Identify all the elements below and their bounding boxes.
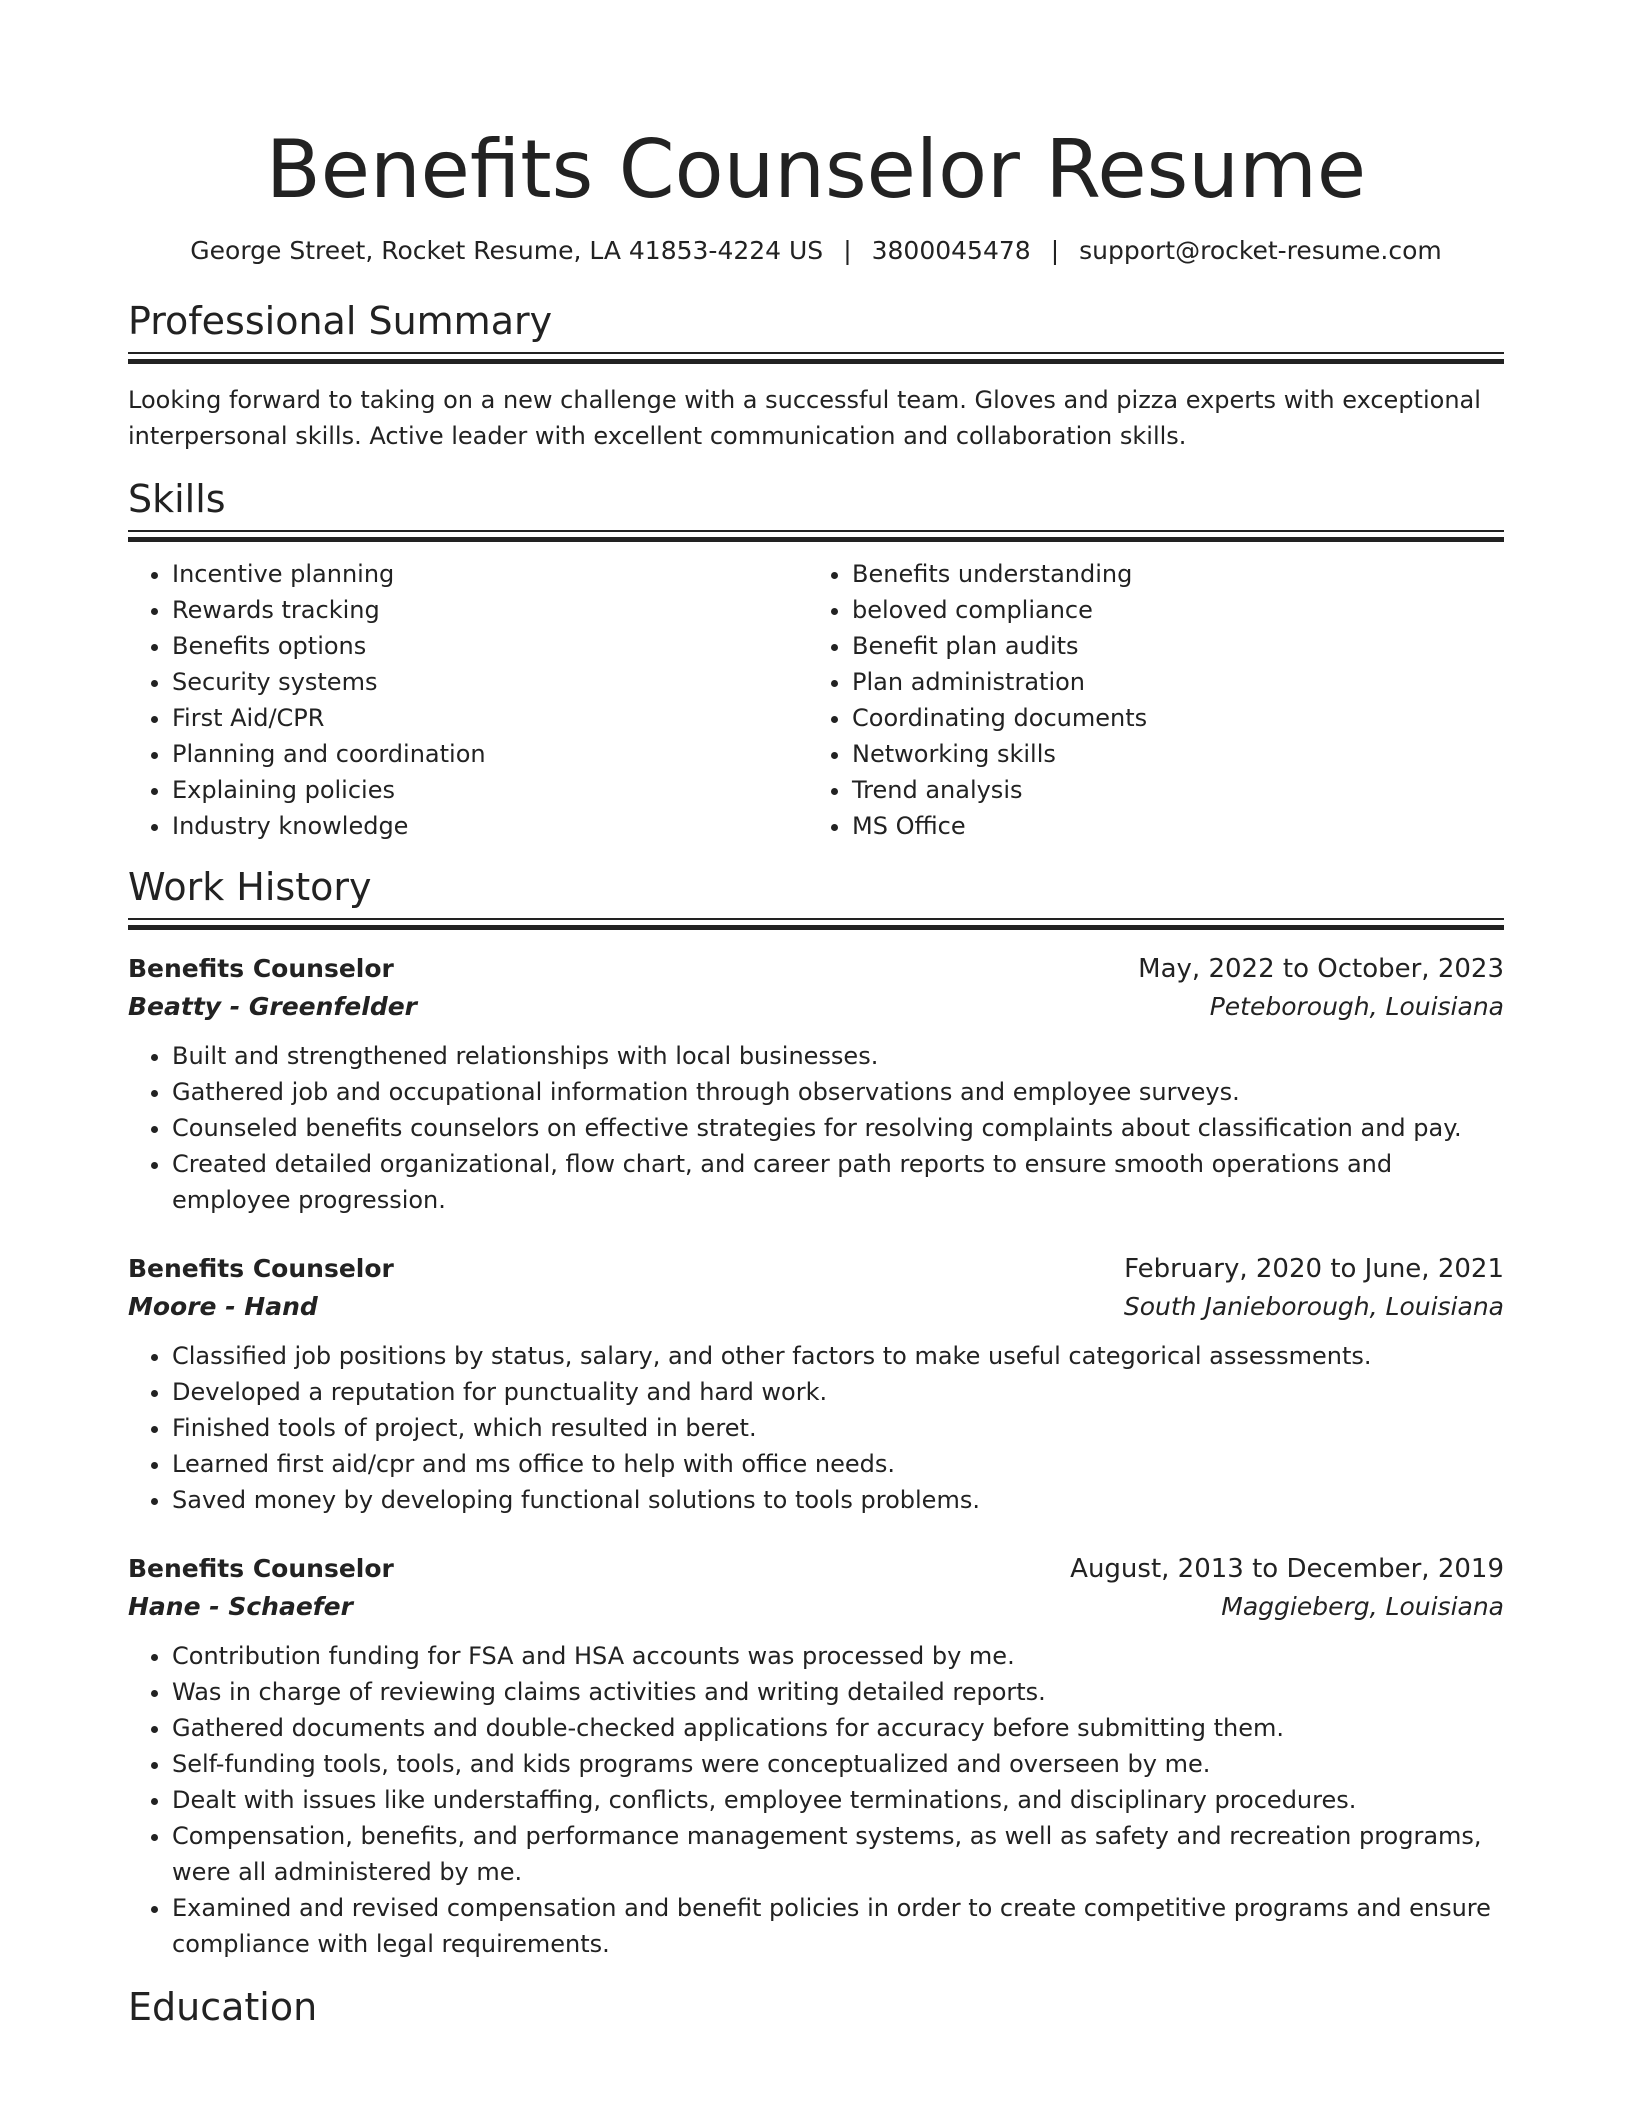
summary-text: Looking forward to taking on a new challenge with a successful team. Gloves and pizza experts with exceptional interpersonal skills. Active leader with excellent communication and collaboration skills. [128,386,1481,450]
list-item: • Was in charge of reviewing claims activities and writing detailed reports. [172,1674,1504,1710]
list-item: • Finished tools of project, which resulted in beret. [172,1410,1504,1446]
skills-list-left [128,556,808,844]
resume-title: Benefits Counselor Resume [265,123,1367,216]
contact-separator: | [1050,236,1060,265]
job-company-row [128,1588,1504,1626]
job-title: Benefits Counselor [128,1554,394,1583]
list-item: • Saved money by developing functional solutions to tools problems. [172,1482,1504,1518]
list-item: • Developed a reputation for punctuality and hard work. [172,1374,1504,1410]
list-item: • Incentive planning [172,556,808,592]
contact-separator: | [843,236,852,265]
summary-heading: Professional Summary [128,299,553,343]
job-bullets [128,1038,1504,1218]
list-item: • Rewards tracking [172,592,808,628]
skills-list-right [808,556,1488,844]
job-dates: February, 2020 to June, 2021 [1124,1254,1504,1284]
list-item: • Examined and revised compensation and benefit policies in order to create competitive programs and ensure compliance with legal requirements. [172,1890,1504,1962]
job-bullets [128,1338,1504,1518]
job-company-row [128,1288,1504,1326]
skills-column-right [808,556,1488,844]
section-divider [128,352,1504,364]
list-item: • Explaining policies [172,772,808,808]
list-item: • beloved compliance [852,592,1488,628]
work-heading: Work History [128,865,372,909]
education-section [128,1984,1504,2030]
job-company: Hane - Schaefer [128,1592,353,1621]
skills-section [128,476,1504,844]
list-item: • Self-funding tools, tools, and kids programs were conceptualized and overseen by me. [172,1746,1504,1782]
job-entry [128,1550,1504,1962]
job-bullets [128,1638,1504,1962]
list-item: • Networking skills [852,736,1488,772]
job-title-row [128,1250,1504,1288]
list-item: • Coordinating documents [852,700,1488,736]
list-item: • Benefits options [172,628,808,664]
work-section [128,864,1504,1962]
list-item: • Gathered documents and double-checked applications for accuracy before submitting them. [172,1710,1504,1746]
job-location: Maggieberg, Louisiana [1221,1592,1504,1621]
job-dates: May, 2022 to October, 2023 [1138,954,1504,984]
list-item: • Benefit plan audits [852,628,1488,664]
list-item: • Built and strengthened relationships with local businesses. [172,1038,1504,1074]
list-item: • Created detailed organizational, flow chart, and career path reports to ensure smooth operations and employee progression. [172,1146,1504,1218]
contact-line [0,234,1632,268]
education-heading: Education [128,1985,318,2029]
job-company-row [128,988,1504,1026]
summary-section [128,298,1504,454]
job-location: South Janieborough, Louisiana [1123,1292,1504,1321]
job-title-row [128,1550,1504,1588]
job-title-row [128,950,1504,988]
job-company: Beatty - Greenfelder [128,992,418,1021]
list-item: • Plan administration [852,664,1488,700]
list-item: • Learned first aid/cpr and ms office to help with office needs. [172,1446,1504,1482]
contact-phone: 3800045478 [871,236,1031,265]
job-dates: August, 2013 to December, 2019 [1070,1554,1504,1584]
list-item: • Trend analysis [852,772,1488,808]
job-location: Peteborough, Louisiana [1209,992,1504,1021]
job-entry [128,950,1504,1218]
list-item: • Industry knowledge [172,808,808,844]
skills-column-left [128,556,808,844]
list-item: • Classified job positions by status, salary, and other factors to make useful categorical assessments. [172,1338,1504,1374]
list-item: • Benefits understanding [852,556,1488,592]
job-list [128,950,1504,1962]
list-item: • Security systems [172,664,808,700]
resume-page [128,0,1504,2030]
job-title: Benefits Counselor [128,954,394,983]
list-item: • First Aid/CPR [172,700,808,736]
skills-grid [128,556,1504,844]
section-divider [128,530,1504,542]
list-item: • Dealt with issues like understaffing, conflicts, employee terminations, and disciplinary procedures. [172,1782,1504,1818]
list-item: • Planning and coordination [172,736,808,772]
contact-address: George Street, Rocket Resume, LA 41853-4224 US [190,236,824,265]
section-divider [128,918,1504,930]
job-entry [128,1250,1504,1518]
list-item: • Contribution funding for FSA and HSA accounts was processed by me. [172,1638,1504,1674]
job-title: Benefits Counselor [128,1254,394,1283]
job-company: Moore - Hand [128,1292,318,1321]
list-item: • Compensation, benefits, and performance management systems, as well as safety and recreation programs, were all administered by me. [172,1818,1504,1890]
contact-email[interactable]: support@rocket-resume.com [1079,236,1442,265]
list-item: • Counseled benefits counselors on effective strategies for resolving complaints about classification and pay. [172,1110,1504,1146]
list-item: • Gathered job and occupational information through observations and employee surveys. [172,1074,1504,1110]
skills-heading: Skills [128,477,226,521]
list-item: • MS Office [852,808,1488,844]
